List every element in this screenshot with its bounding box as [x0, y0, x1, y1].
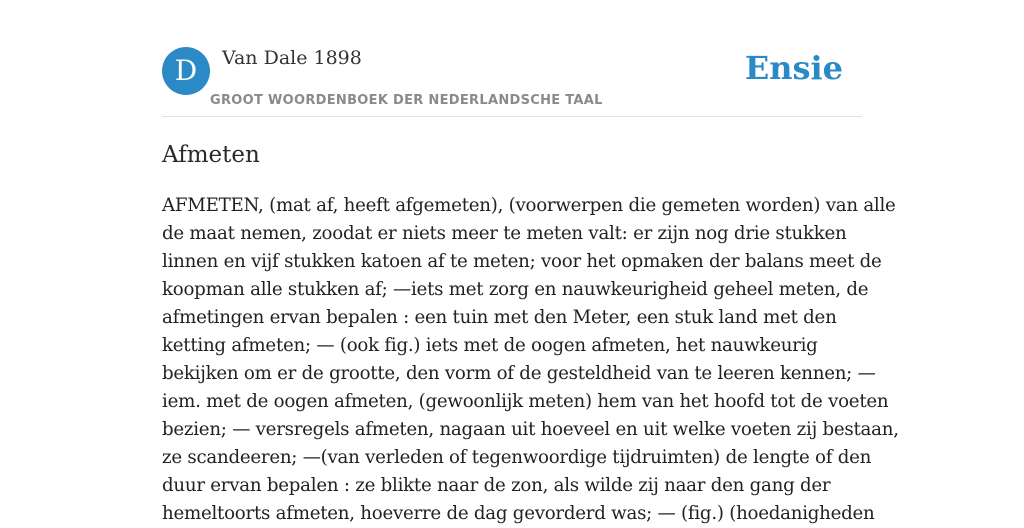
page [162, 0, 899, 524]
dictionary-title[interactable]: Van Dale 1898 [222, 47, 362, 69]
entry-body [162, 192, 899, 528]
entry-line: afmetingen ervan bepalen : een tuin met den Meter, een stuk land met den [162, 307, 837, 328]
entry-line: iem. met de oogen afmeten, (gewoonlijk meten) hem van het hoofd tot de voeten [162, 391, 889, 412]
dictionary-logo[interactable]: D [162, 47, 210, 95]
entry-line: duur ervan bepalen : ze blikte naar de zon, als wilde zij naar den gang der [162, 475, 831, 496]
entry-line: ze scandeeren; —(van verleden of tegenwoordige tijdruimten) de lengte of den [162, 447, 872, 468]
entry-line: koopman alle stukken af; —iets met zorg en nauwkeurigheid geheel meten, de [162, 279, 869, 300]
entry-line: AFMETEN, (mat af, heeft afgemeten), (voorwerpen die gemeten worden) van alle [162, 195, 896, 216]
brand-logo[interactable]: Ensie [744, 49, 843, 87]
entry-line: ketting afmeten; — (ook fig.) iets met de oogen afmeten, het nauwkeurig [162, 335, 818, 356]
entry-line: de maat nemen, zoodat er niets meer te meten valt: er zijn nog drie stukken [162, 223, 847, 244]
entry-title: Afmeten [162, 142, 260, 168]
dictionary-subtitle: GROOT WOORDENBOEK DER NEDERLANDSCHE TAAL [210, 93, 603, 108]
entry-line: bezien; — versregels afmeten, nagaan uit hoeveel en uit welke voeten zij bestaan, [162, 419, 899, 440]
entry-line: bekijken om er de grootte, den vorm of de gesteldheid van te leeren kennen; — [162, 363, 876, 384]
header [162, 0, 862, 117]
entry-line: linnen en vijf stukken katoen af te meten; voor het opmaken der balans meet de [162, 251, 882, 272]
entry-line: hemeltoorts afmeten, hoeverre de dag gevorderd was; — (fig.) (hoedanigheden [162, 503, 875, 524]
